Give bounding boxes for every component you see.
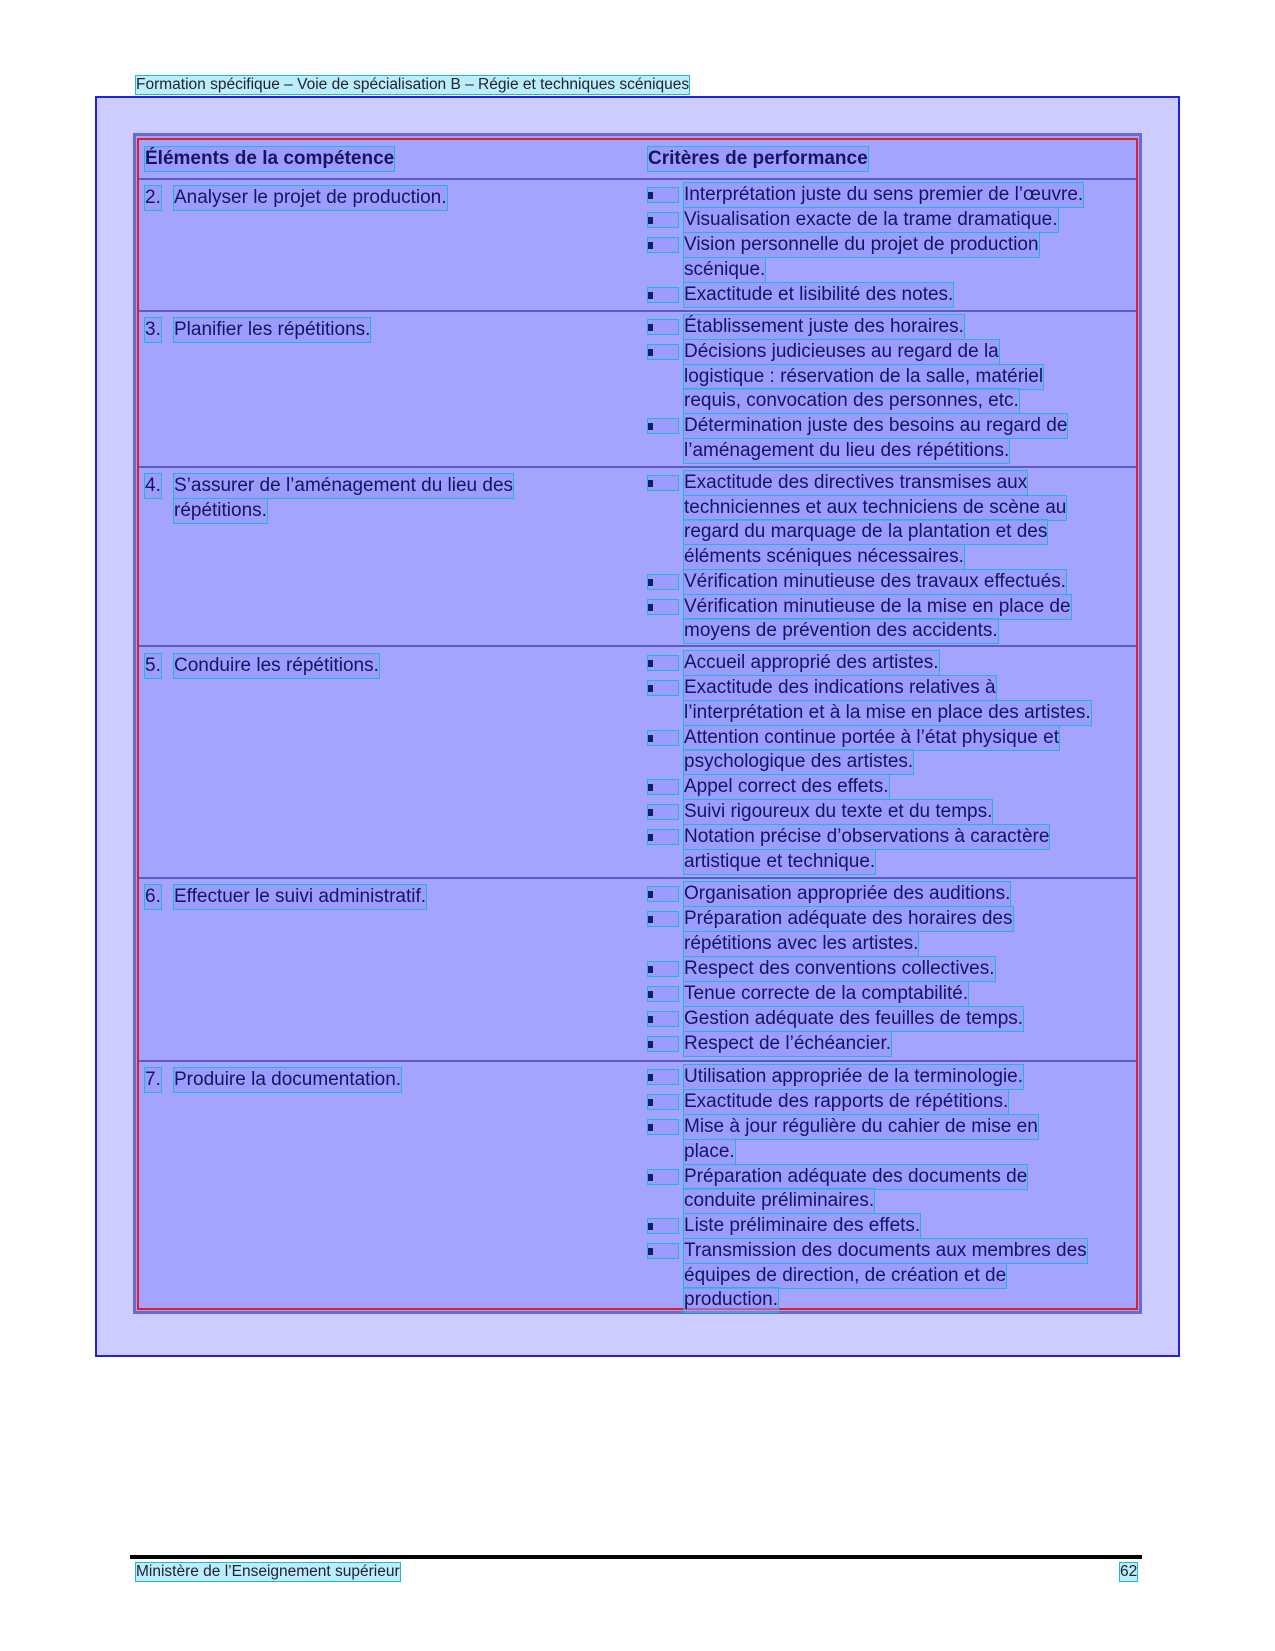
bullet-icon	[648, 600, 678, 614]
bullet-icon	[648, 345, 678, 359]
bullet-icon	[648, 476, 678, 490]
element-text: S’assurer de l’aménagement du lieu des	[174, 475, 514, 496]
footer-rule	[130, 1555, 1142, 1559]
bullet-icon	[648, 419, 678, 433]
criterion-text: Utilisation appropriée de la terminologie.	[684, 1066, 1024, 1087]
criterion-text: Suivi rigoureux du texte et du temps.	[684, 801, 993, 822]
criterion-text: éléments scéniques nécessaires.	[684, 545, 964, 567]
row-separator	[139, 310, 1136, 312]
criterion-text: Vérification minutieuse des travaux effectués.	[684, 570, 1066, 592]
bullet-icon	[648, 805, 678, 819]
bullet-icon	[648, 962, 678, 976]
criterion-text: scénique.	[684, 258, 766, 280]
criterion-text: Visualisation exacte de la trame dramatique.	[684, 209, 1058, 230]
criterion-text: moyens de prévention des accidents.	[684, 620, 998, 641]
criterion-text: l’aménagement du lieu des répétitions.	[684, 439, 1010, 461]
criterion-text: Exactitude des indications relatives à	[684, 677, 996, 698]
element-text: Analyser le projet de production.	[174, 187, 447, 208]
criterion-text: Respect de l’échéancier.	[684, 1032, 892, 1054]
bullet-icon	[648, 213, 678, 227]
criterion-text: psychologique des artistes.	[684, 751, 914, 772]
criterion-text: logistique : réservation de la salle, matériel	[684, 365, 1044, 387]
criterion-text: Exactitude des directives transmises aux	[684, 472, 1028, 493]
criterion-text: requis, convocation des personnes, etc.	[684, 390, 1019, 411]
bullet-icon	[648, 1244, 678, 1258]
element-text: Produire la documentation.	[174, 1069, 402, 1090]
criterion-text: Accueil approprié des artistes.	[684, 652, 939, 673]
criterion-text: techniciennes et aux techniciens de scène au	[684, 496, 1067, 518]
criterion-text: Interprétation juste du sens premier de l’œuvre.	[684, 184, 1084, 205]
criterion-text: Organisation appropriée des auditions.	[684, 883, 1011, 904]
bullet-icon	[648, 681, 678, 695]
criterion-text: Établissement juste des horaires.	[684, 316, 964, 337]
column-header-elements: Éléments de la compétence	[145, 148, 395, 169]
criterion-text: production.	[684, 1289, 779, 1310]
row-separator	[139, 645, 1136, 647]
bullet-icon	[648, 1095, 678, 1109]
footer-ministry: Ministère de l’Enseignement supérieur	[136, 1563, 400, 1580]
element-text: Planifier les répétitions.	[174, 319, 371, 340]
element-number: 7.	[145, 1069, 161, 1090]
page-number: 62	[1120, 1563, 1138, 1580]
criterion-text: Vision personnelle du projet de production	[684, 234, 1039, 255]
bullet-icon	[648, 987, 678, 1001]
bullet-icon	[648, 320, 678, 334]
bullet-icon	[648, 780, 678, 794]
element-number: 2.	[145, 187, 161, 208]
bullet-icon	[648, 238, 678, 252]
criterion-text: Préparation adéquate des documents de	[684, 1165, 1028, 1187]
criterion-text: artistique et technique.	[684, 850, 876, 872]
criterion-text: Liste préliminaire des effets.	[684, 1215, 921, 1236]
criterion-text: Exactitude et lisibilité des notes.	[684, 283, 954, 305]
column-header-criteria: Critères de performance	[648, 148, 868, 169]
element-text: Effectuer le suivi administratif.	[174, 886, 427, 907]
criterion-text: Exactitude des rapports de répétitions.	[684, 1091, 1009, 1112]
bullet-icon	[648, 731, 678, 745]
criterion-text: répétitions avec les artistes.	[684, 932, 919, 954]
criterion-text: Préparation adéquate des horaires des	[684, 908, 1013, 929]
criterion-text: Mise à jour régulière du cahier de mise en	[684, 1116, 1038, 1137]
criterion-text: l’interprétation et à la mise en place des artistes.	[684, 701, 1091, 723]
criterion-text: Décisions judicieuses au regard de la	[684, 341, 999, 362]
bullet-icon	[648, 288, 678, 302]
row-separator	[139, 877, 1136, 879]
bullet-icon	[648, 1070, 678, 1084]
criterion-text: Gestion adéquate des feuilles de temps.	[684, 1007, 1024, 1029]
criterion-text: conduite préliminaires.	[684, 1190, 875, 1211]
element-text: répétitions.	[174, 499, 267, 521]
criterion-text: Transmission des documents aux membres des	[684, 1240, 1087, 1261]
criterion-text: Attention continue portée à l’état physique et	[684, 726, 1059, 748]
criterion-text: Appel correct des effets.	[684, 776, 889, 797]
bullet-icon	[648, 887, 678, 901]
criterion-text: place.	[684, 1140, 735, 1162]
bullet-icon	[648, 188, 678, 202]
bullet-icon	[648, 1037, 678, 1051]
bullet-icon	[648, 575, 678, 589]
criterion-text: regard du marquage de la plantation et des	[684, 521, 1048, 542]
bullet-icon	[648, 1120, 678, 1134]
criterion-text: Tenue correcte de la comptabilité.	[684, 982, 969, 1004]
row-separator	[139, 466, 1136, 468]
element-number: 3.	[145, 319, 161, 340]
criterion-text: Respect des conventions collectives.	[684, 957, 995, 979]
bullet-icon	[648, 830, 678, 844]
element-number: 6.	[145, 886, 161, 907]
bullet-icon	[648, 1219, 678, 1233]
bullet-icon	[648, 1170, 678, 1184]
criterion-text: Détermination juste des besoins au regard de	[684, 415, 1068, 436]
running-header: Formation spécifique – Voie de spécialisation B – Régie et techniques scéniques	[136, 76, 690, 93]
criterion-text: Vérification minutieuse de la mise en place de	[684, 595, 1071, 617]
criterion-text: équipes de direction, de création et de	[684, 1264, 1007, 1286]
element-text: Conduire les répétitions.	[174, 655, 379, 676]
bullet-icon	[648, 1012, 678, 1026]
element-number: 5.	[145, 655, 161, 676]
element-number: 4.	[145, 475, 161, 496]
bullet-icon	[648, 656, 678, 670]
row-separator	[139, 1060, 1136, 1062]
row-separator	[139, 178, 1136, 180]
criterion-text: Notation précise d’observations à caractère	[684, 826, 1050, 847]
bullet-icon	[648, 912, 678, 926]
